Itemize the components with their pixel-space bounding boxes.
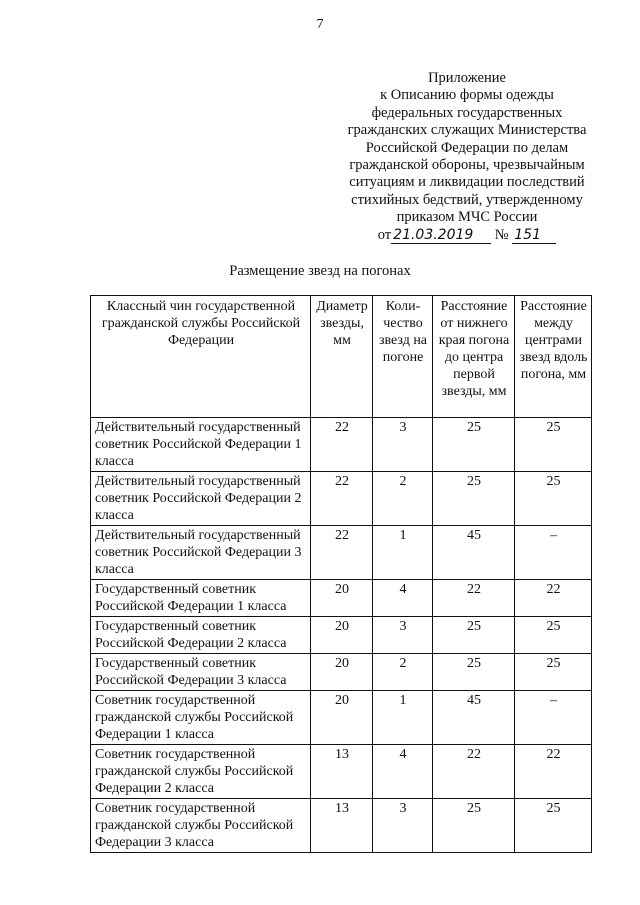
table-row	[91, 580, 592, 617]
cell-edge: 22	[433, 745, 515, 799]
appendix-line: гражданских служащих Министерства	[347, 122, 587, 139]
table-row	[91, 617, 592, 654]
page-number: 7	[316, 17, 324, 32]
cell-count: 2	[373, 654, 433, 691]
cell-count: 3	[373, 617, 433, 654]
cell-rank: Действительный государственный советник Российской Федерации 1 класса	[91, 418, 311, 472]
table-row	[91, 472, 592, 526]
header-between-distance: Расстояние между центрами звезд вдоль погона, мм	[515, 296, 592, 418]
cell-rank: Государственный советник Российской Федерации 3 класса	[91, 654, 311, 691]
cell-between: 25	[515, 799, 592, 853]
appendix-line: федеральных государственных	[371, 104, 563, 121]
appendix-line: к Описанию формы одежды	[380, 87, 554, 104]
cell-rank: Советник государственной гражданской службы Российской Федерации 1 класса	[91, 691, 311, 745]
cell-count: 2	[373, 472, 433, 526]
cell-count: 1	[373, 691, 433, 745]
cell-between: 25	[515, 418, 592, 472]
cell-diameter: 13	[311, 799, 373, 853]
cell-count: 4	[373, 745, 433, 799]
cell-diameter: 20	[311, 691, 373, 745]
cell-edge: 45	[433, 526, 515, 580]
cell-count: 1	[373, 526, 433, 580]
appendix-line: стихийных бедствий, утвержденному	[351, 191, 583, 208]
cell-diameter: 20	[311, 654, 373, 691]
table-row	[91, 745, 592, 799]
number-prefix: №	[494, 226, 509, 243]
table-row	[91, 799, 592, 853]
table-row	[91, 526, 592, 580]
cell-rank: Советник государственной гражданской службы Российской Федерации 2 класса	[91, 745, 311, 799]
table-row	[91, 418, 592, 472]
cell-diameter: 22	[311, 472, 373, 526]
cell-edge: 25	[433, 799, 515, 853]
cell-diameter: 20	[311, 580, 373, 617]
cell-diameter: 22	[311, 418, 373, 472]
cell-count: 3	[373, 418, 433, 472]
cell-between: 25	[515, 617, 592, 654]
cell-rank: Действительный государственный советник Российской Федерации 2 класса	[91, 472, 311, 526]
cell-diameter: 20	[311, 617, 373, 654]
cell-diameter: 22	[311, 526, 373, 580]
header-diameter: Диаметр звезды, мм	[311, 296, 373, 418]
cell-between: 25	[515, 654, 592, 691]
cell-count: 4	[373, 580, 433, 617]
cell-rank: Государственный советник Российской Федерации 2 класса	[91, 617, 311, 654]
cell-rank: Государственный советник Российской Федерации 1 класса	[91, 580, 311, 617]
cell-between: 25	[515, 472, 592, 526]
cell-between: –	[515, 526, 592, 580]
cell-edge: 22	[433, 580, 515, 617]
handwritten-date: 21.03.2019	[391, 228, 491, 244]
table-row	[91, 654, 592, 691]
cell-edge: 25	[433, 617, 515, 654]
appendix-line: гражданской обороны, чрезвычайным	[349, 157, 585, 174]
table-title: Размещение звезд на погонах	[229, 263, 411, 279]
cell-rank: Действительный государственный советник Российской Федерации 3 класса	[91, 526, 311, 580]
cell-edge: 25	[433, 472, 515, 526]
cell-diameter: 13	[311, 745, 373, 799]
cell-edge: 25	[433, 418, 515, 472]
appendix-line: ситуациям и ликвидации последствий	[349, 174, 585, 191]
header-count: Коли-чество звезд на погоне	[373, 296, 433, 418]
cell-between: 22	[515, 745, 592, 799]
cell-edge: 25	[433, 654, 515, 691]
header-rank: Классный чин государственной гражданской службы Российской Федерации	[91, 296, 311, 418]
order-date-line	[332, 227, 602, 244]
cell-edge: 45	[433, 691, 515, 745]
cell-count: 3	[373, 799, 433, 853]
handwritten-order-number: 151	[512, 228, 556, 244]
date-prefix: от	[377, 226, 392, 243]
table-row	[91, 691, 592, 745]
appendix-line: приказом МЧС России	[396, 209, 538, 226]
appendix-header	[332, 70, 602, 244]
stars-placement-table	[90, 295, 592, 853]
appendix-line: Приложение	[428, 70, 506, 86]
table-header-row	[91, 296, 592, 418]
appendix-line: Российской Федерации по делам	[365, 139, 569, 156]
header-edge-distance: Расстояние от нижнего края погона до центра первой звезды, мм	[433, 296, 515, 418]
cell-between: –	[515, 691, 592, 745]
cell-rank: Советник государственной гражданской службы Российской Федерации 3 класса	[91, 799, 311, 853]
cell-between: 22	[515, 580, 592, 617]
